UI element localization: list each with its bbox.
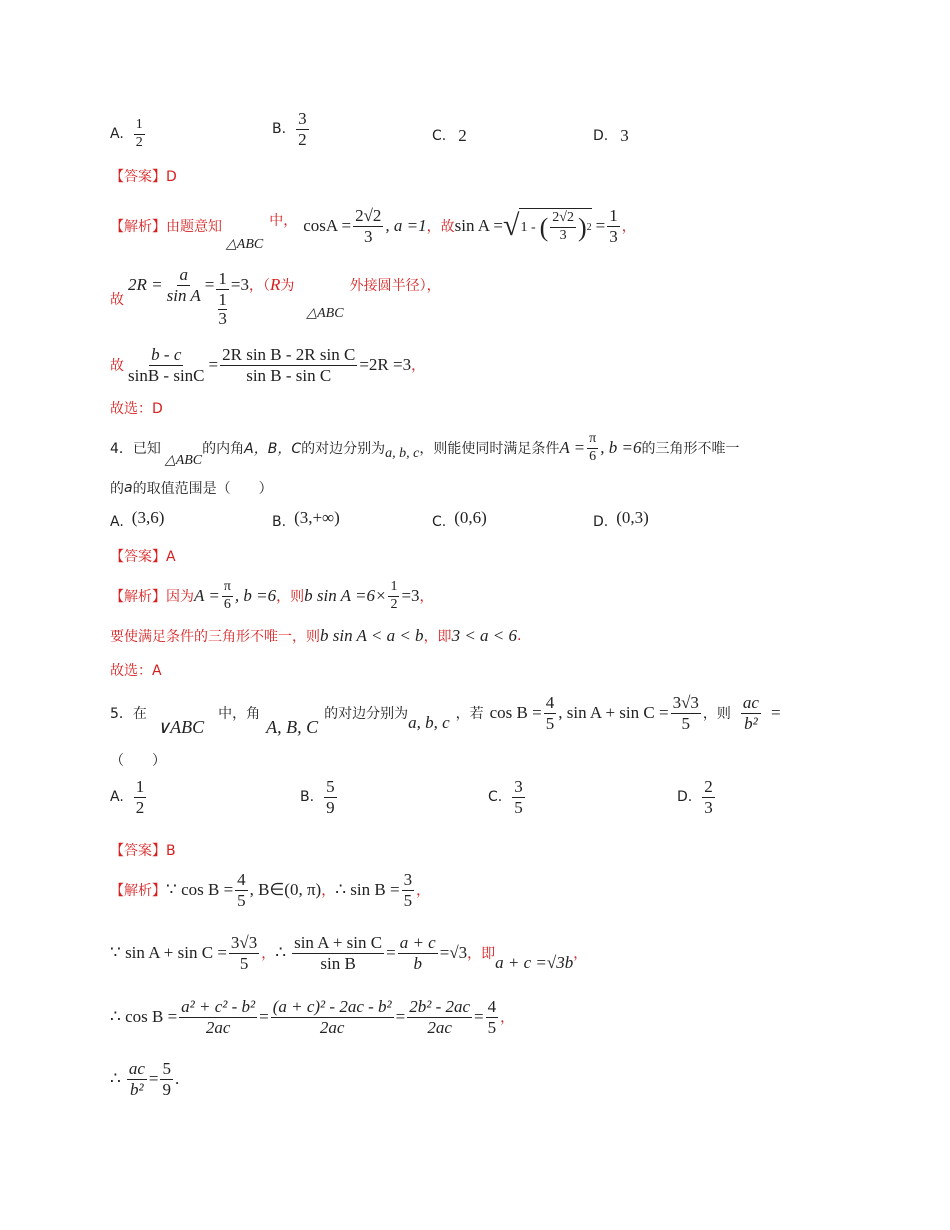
fraction: $\frac{4}{5}$ xyxy=(545,692,555,733)
q4-option-a: A. (3,6) xyxy=(110,508,165,530)
fraction: $\frac{2√2}{3}$ xyxy=(355,205,382,246)
fraction: $\frac{4}{5}$ xyxy=(237,869,246,910)
q4-stem-line-2: 的 a 的取值范围是（ ） xyxy=(110,480,273,497)
fraction: $\frac{\text{a² + c² - b²}}{2ac}$ xyxy=(181,996,256,1037)
fraction: $\frac{2√2}{3}$ xyxy=(552,210,574,243)
q3-explanation-line-3: 故 $\frac{b - c}{\sin B - \sin C}$ = $\frac{\text{2R sin B - 2R sin C}}{\text{sin B - sin C}}$ =2R =3 ， xyxy=(110,344,426,385)
fraction: $\frac{ac}{\text{b²}}$ xyxy=(128,1058,145,1099)
q3-option-b: B. $\frac{3}{2}$ xyxy=(272,109,307,149)
q5-option-d: D. $\frac{2}{3}$ xyxy=(677,777,713,817)
fraction: $\frac{1}{2}$ xyxy=(390,578,398,612)
fraction: $\frac{\text{2b² - 2ac}}{2ac}$ xyxy=(409,996,471,1037)
q3-option-c: C. 2 xyxy=(432,126,467,145)
fraction: $\frac{3√3}{5}$ xyxy=(230,932,258,973)
q5-paren: （ ） xyxy=(110,753,166,769)
fraction: $\frac{4}{5}$ xyxy=(487,996,497,1037)
fraction: $\frac{\text{(a + c)² - 2ac - b²}}{2ac}$ xyxy=(272,996,392,1037)
fraction: $\frac{3}{5}$ xyxy=(403,869,413,910)
fraction: $\frac{a + c}{b}$ xyxy=(399,932,436,973)
fraction: $\frac{2}{3}$ xyxy=(704,777,713,817)
q3-choose: 故选：D xyxy=(110,401,163,417)
q5-explanation-line-3: ∴ cos B = $\frac{\text{a² + c² - b²}}{2ac}$ = $\frac{\text{(a + c)² - 2ac - b²}}{2ac}$ = $\frac{\text{2b² - 2ac}}{2ac}$ = $\frac{4}{5}$ ， xyxy=(110,996,515,1037)
fraction: $\frac{b - c}{\sin B - \sin C}$ xyxy=(128,344,205,385)
q4-option-b: B. (3,+∞) xyxy=(272,508,340,530)
q4-option-d: D. (0,3) xyxy=(593,508,649,530)
fraction: $\frac{\text{2R sin B - 2R sin C}}{\text{sin B - sin C}}$ xyxy=(222,344,356,385)
q4-answer: 【答案】A xyxy=(110,549,176,565)
q5-stem-line-1: 5． 在 ∨ABC 中，角 A, B, C 的对边分别为 a, b, c ，若 cos B = $\frac{4}{5}$ , sin A + sin C = $\frac{3√3}{5}$ ，则 $\frac{ac}{\text{b²}}$ = xyxy=(110,692,781,737)
q4-explanation-line-1: 【解析】 因为 A = $\frac{\pi}{6}$ , b =6 ，则 b sin A =6× $\frac{1}{2}$ =3 ， xyxy=(110,578,434,612)
fraction: $\frac{1}{3}$ xyxy=(609,205,618,246)
q4-option-c: C. (0,6) xyxy=(432,508,487,530)
q3-explanation-line-2: 故 2R = $\frac{a}{\text{sin A}}$ = 1 1 3 =3 ，（ R 为 △ABC 外接圆半径）， xyxy=(110,264,441,328)
q5-option-c: C. $\frac{3}{5}$ xyxy=(488,777,523,817)
fraction: $\frac{\text{sin A + sin C}}{\text{sin B}}$ xyxy=(294,932,383,973)
q3-answer: 【答案】D xyxy=(110,169,177,185)
q5-explanation-line-2: ∵ sin A + sin C = $\frac{3√3}{5}$ ， ∴ $\frac{\text{sin A + sin C}}{\text{sin B}}$ = $\frac{a + c}{b}$ =√3 ，即 a + c =√3b ， xyxy=(110,932,588,973)
fraction: $\frac{5}{9}$ xyxy=(162,1058,171,1099)
q4-stem-line-1: 4． 已知 △ABC 的内角 A，B，C 的对边分别为 a, b, c ，则能使同时满足条件 A = $\frac{\pi}{6}$ , b =6 的三角形不唯一 xyxy=(110,430,740,468)
q5-option-a: A. $\frac{1}{2}$ xyxy=(110,777,145,817)
fraction: $\frac{\pi}{6}$ xyxy=(589,430,597,464)
q5-option-b: B. $\frac{5}{9}$ xyxy=(300,777,335,817)
fraction: $\frac{1}{2}$ xyxy=(135,117,143,150)
fraction: $\frac{3}{5}$ xyxy=(514,777,523,817)
sqrt-sign: √ xyxy=(502,209,520,242)
sqrt-content: 1 - ( $\frac{2√2}{3}$ ) 2 xyxy=(520,210,592,243)
q5-explanation-line-4: ∴ $\frac{ac}{\text{b²}}$ = $\frac{5}{9}$ . xyxy=(110,1058,180,1099)
q4-choose: 故选：A xyxy=(110,663,162,679)
fraction: $\frac{1}{2}$ xyxy=(135,777,145,817)
fraction: $\frac{3√3}{5}$ xyxy=(672,692,699,733)
q5-answer: 【答案】B xyxy=(110,843,176,859)
q3-explanation-line-1: 【解析】 由题意知 △ABC 中， cosA = $\frac{2√2}{3}$ , a =1 ，故 sin A = √ 1 - ( $\frac{2√2}{3}$ ) 2 = $\frac{1}{3}$ ， xyxy=(110,205,636,252)
fraction: 1 1 3 xyxy=(218,269,227,328)
q4-explanation-line-2: 要使满足条件的三角形不唯一，则 b sin A < a < b ，即 3 < a < 6 . xyxy=(110,626,522,645)
q3-option-d: D. 3 xyxy=(593,126,629,145)
fraction: $\frac{\pi}{6}$ xyxy=(223,578,231,612)
fraction: $\frac{a}{\text{sin A}}$ xyxy=(166,264,201,305)
q3-option-a: A. $\frac{1}{2}$ xyxy=(110,117,143,150)
fraction: $\frac{5}{9}$ xyxy=(326,777,335,817)
q5-explanation-line-1: 【解析】 ∵ cos B = $\frac{4}{5}$ , B∈(0, π) ， ∴ sin B = $\frac{3}{5}$ ， xyxy=(110,869,431,910)
fraction: $\frac{ac}{\text{b²}}$ xyxy=(742,692,759,733)
fraction: $\frac{3}{2}$ xyxy=(298,109,307,149)
